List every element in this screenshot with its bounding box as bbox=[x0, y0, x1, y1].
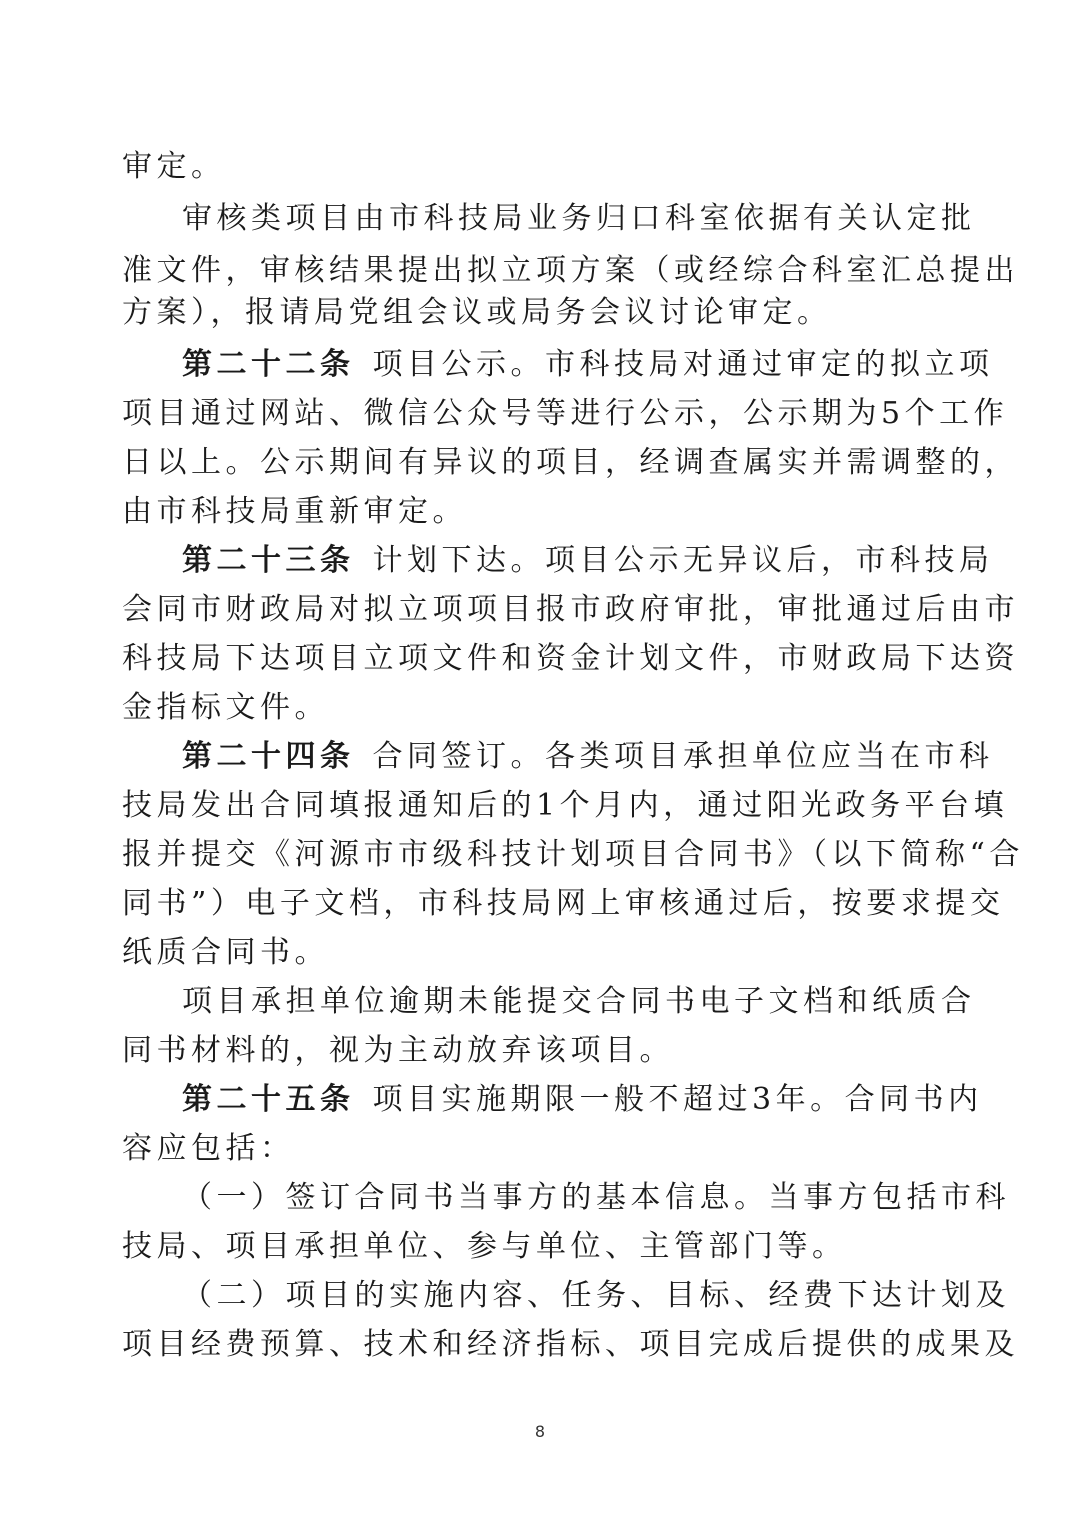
paragraph-line: 项目经费预算、技术和经济指标、项目完成后提供的成果及 bbox=[122, 1327, 1019, 1362]
paragraph-line: 科技局下达项目立项文件和资金计划文件，市财政局下达资 bbox=[122, 641, 1019, 676]
list-item-line: （一）签订合同书当事方的基本信息。当事方包括市科 bbox=[182, 1180, 1010, 1215]
page-number: 8 bbox=[534, 1422, 546, 1441]
paragraph-line: 纸质合同书。 bbox=[122, 935, 329, 970]
article-heading: 第二十四条 bbox=[182, 739, 355, 774]
paragraph-line: 金指标文件。 bbox=[122, 690, 329, 725]
paragraph-line: 由市科技局重新审定。 bbox=[122, 494, 467, 529]
article-heading: 第二十二条 bbox=[182, 347, 355, 382]
article-heading: 第二十五条 bbox=[182, 1082, 355, 1117]
article-line: 第二十三条 计划下达。项目公示无异议后，市科技局 bbox=[182, 543, 994, 578]
paragraph-line: 技局发出合同填报通知后的1个月内，通过阳光政务平台填 bbox=[122, 788, 1009, 823]
paragraph-line: 准文件，审核结果提出拟立项方案（或经综合科室汇总提出 bbox=[122, 253, 1019, 288]
paragraph-line: 审核类项目由市科技局业务归口科室依据有关认定批 bbox=[182, 201, 976, 236]
article-line: 第二十五条 项目实施期限一般不超过3年。合同书内 bbox=[182, 1082, 983, 1117]
paragraph-line: 同书材料的，视为主动放弃该项目。 bbox=[122, 1033, 674, 1068]
list-item-line: （二）项目的实施内容、任务、目标、经费下达计划及 bbox=[182, 1278, 1010, 1313]
paragraph-line: 同书”）电子文档，市科技局网上审核通过后，按要求提交 bbox=[122, 886, 1005, 921]
paragraph-line: 审定。 bbox=[122, 149, 226, 184]
paragraph-line: 报并提交《河源市市级科技计划项目合同书》（以下简称“合 bbox=[122, 837, 1024, 872]
paragraph-line: 项目通过网站、微信公众号等进行公示，公示期为5个工作 bbox=[122, 396, 1009, 431]
paragraph-line: 技局、项目承担单位、参与单位、主管部门等。 bbox=[122, 1229, 847, 1264]
paragraph-line: 方案），报请局党组会议或局务会议讨论审定。 bbox=[122, 295, 832, 330]
paragraph-line: 会同市财政局对拟立项项目报市政府审批，审批通过后由市 bbox=[122, 592, 1019, 627]
article-line: 第二十四条 合同签订。各类项目承担单位应当在市科 bbox=[182, 739, 994, 774]
paragraph-line: 项目承担单位逾期未能提交合同书电子文档和纸质合 bbox=[182, 984, 976, 1019]
paragraph-line: 日以上。公示期间有异议的项目，经调查属实并需调整的， bbox=[122, 445, 1019, 480]
article-line: 第二十二条 项目公示。市科技局对通过审定的拟立项 bbox=[182, 347, 994, 382]
article-heading: 第二十三条 bbox=[182, 543, 355, 578]
paragraph-line: 容应包括： bbox=[122, 1131, 295, 1166]
